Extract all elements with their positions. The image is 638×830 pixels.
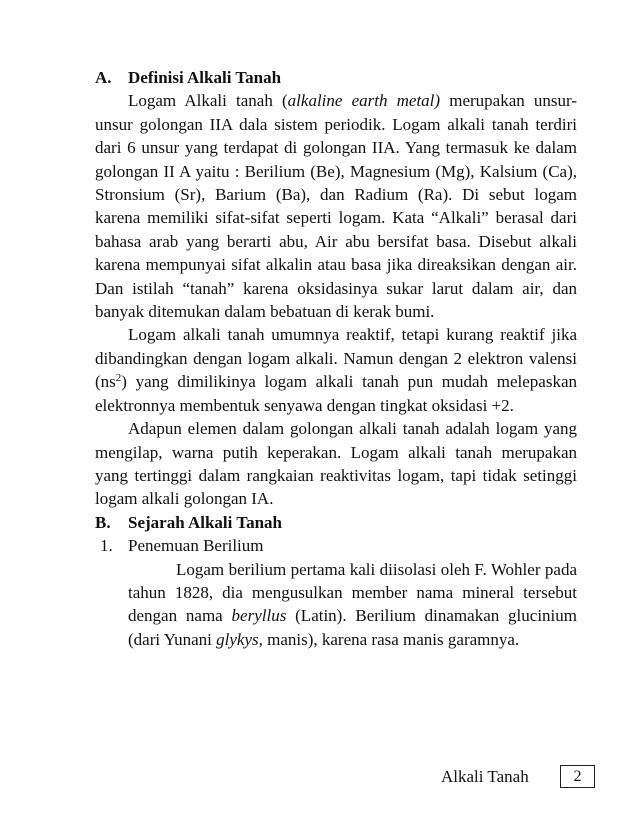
item1-italic-glykys: glykys, [216, 629, 263, 649]
item1-text-c: manis), karena rasa manis garamnya. [262, 629, 520, 649]
section-a-title: Definisi Alkali Tanah [128, 68, 282, 87]
item1-text-a: Logam berilium pertama kali diisolasi oleh F. Wohler pada tahun 1828, dia mengusulkan member nama mineral tersebut dengan nama [128, 559, 577, 626]
section-a-paragraph-1 [95, 89, 577, 323]
list-item-1-title: Penemuan Berilium [128, 536, 264, 556]
list-item-1-label: 1. [100, 536, 113, 556]
page-content [95, 66, 577, 651]
section-a-label: A. [95, 68, 112, 87]
section-b-label: B. [95, 512, 111, 532]
p1-text-c: merupakan unsur-unsur golongan IIA dala sistem periodik. Logam alkali tanah terdiri dari 6 unsur yang terdapat di golongan IIA. Yang termasuk ke dalam golongan II A yaitu : Berilium (Be), Magnesium (Mg), Kalsium (Ca), Stronsium (Sr), Barium (Ba), dan Radium (Ra). Di sebut logam karena memiliki sifat-sifat seperti logam. Kata “Alkali” berasal dari bahasa arab yang berarti abu, Air abu bersifat basa. Disebut alkali karena mempunyai sifat alkalin atau basa jika direaksikan dengan air. Dan istilah “tanah” karena oksidasinya sukar larut dalam air, dan banyak ditemukan dalam bebatuan di kerak bumi. [95, 91, 578, 322]
page-number-box: 2 [560, 765, 595, 788]
section-b-title: Sejarah Alkali Tanah [128, 512, 283, 532]
item1-text-b: (Latin). Berilium dinamakan glucinium (dari Yunani [128, 606, 577, 649]
p1-text-a: Logam Alkali tanah ( [128, 91, 288, 111]
p2-text-b: ) yang dimilikinya logam alkali tanah pun mudah melepaskan elektronnya membentuk senyawa dengan tingkat oksidasi +2. [95, 372, 577, 415]
p2-superscript: 2 [115, 372, 122, 385]
section-a-paragraph-3: Adapun elemen dalam golongan alkali tanah adalah logam yang mengilap, warna putih keperakan. Logam alkali tanah merupakan yang tertinggi dalam rangkaian reaktivitas logam, tapi tidak setinggi logam alkali golongan IA. [95, 419, 577, 509]
p2-text-a: Logam alkali tanah umumnya reaktif, tetapi kurang reaktif jika dibandingkan dengan logam alkali. Namun dengan 2 elektron valensi (ns [95, 325, 577, 392]
list-item-1-heading [95, 534, 577, 557]
section-a-heading [95, 66, 577, 89]
list-item-1-paragraph [128, 558, 577, 652]
section-a-paragraph-2 [95, 323, 577, 417]
list-item-1-body [128, 558, 577, 652]
item1-italic-beryllus: beryllus [231, 606, 287, 626]
footer-title: Alkali Tanah [441, 767, 529, 786]
section-b-heading [95, 511, 577, 534]
p1-italic-term: alkaline earth metal) [287, 91, 441, 111]
